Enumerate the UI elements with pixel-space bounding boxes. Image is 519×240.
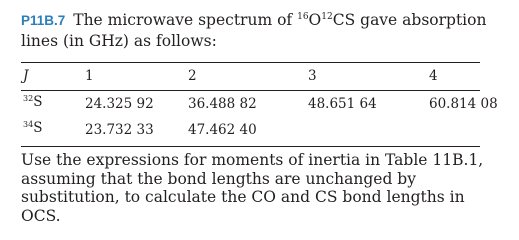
table-cell: 48.651 64 xyxy=(308,96,377,112)
mass-number-32: 32 xyxy=(23,94,34,103)
j-header-3: 3 xyxy=(308,68,317,84)
j-header-2: 2 xyxy=(188,68,197,84)
table-cell: 24.325 92 xyxy=(85,96,154,112)
table-header-rule xyxy=(21,90,480,91)
problem-statement xyxy=(21,10,501,51)
table-cell: 23.732 33 xyxy=(85,122,154,138)
isotope-label-32s xyxy=(23,94,42,110)
isotope-label-34s xyxy=(23,120,42,136)
problem-number: P11B.7 xyxy=(21,13,66,28)
question-paragraph: Use the expressions for moments of inertia in Table 11B.1, assuming that the bond lengths are unchanged by substitution, to calculate the CO and CS bond lengths in OCS. xyxy=(21,151,484,225)
table-cell: 60.814 08 xyxy=(429,96,498,112)
table-bottom-rule xyxy=(21,146,480,147)
problem-intro: The microwave spectrum of xyxy=(73,11,293,29)
mass-number-34: 34 xyxy=(23,120,34,129)
cs-symbol: CS xyxy=(332,11,356,29)
oxygen-symbol: O xyxy=(308,11,322,29)
j-header-1: 1 xyxy=(85,68,94,84)
sulfur-symbol: S xyxy=(33,94,43,110)
table-top-rule xyxy=(21,62,480,63)
table-cell: 47.462 40 xyxy=(188,122,257,138)
oxygen-mass-number: 16 xyxy=(297,12,309,22)
sulfur-symbol: S xyxy=(33,120,43,136)
j-column-header: J xyxy=(23,68,29,84)
carbon-mass-number: 12 xyxy=(321,12,333,22)
problem-intro-end: gave absorption lines (in GHz) as follows: xyxy=(21,11,487,50)
j-header-4: 4 xyxy=(429,68,438,84)
table-cell: 36.488 82 xyxy=(188,96,257,112)
